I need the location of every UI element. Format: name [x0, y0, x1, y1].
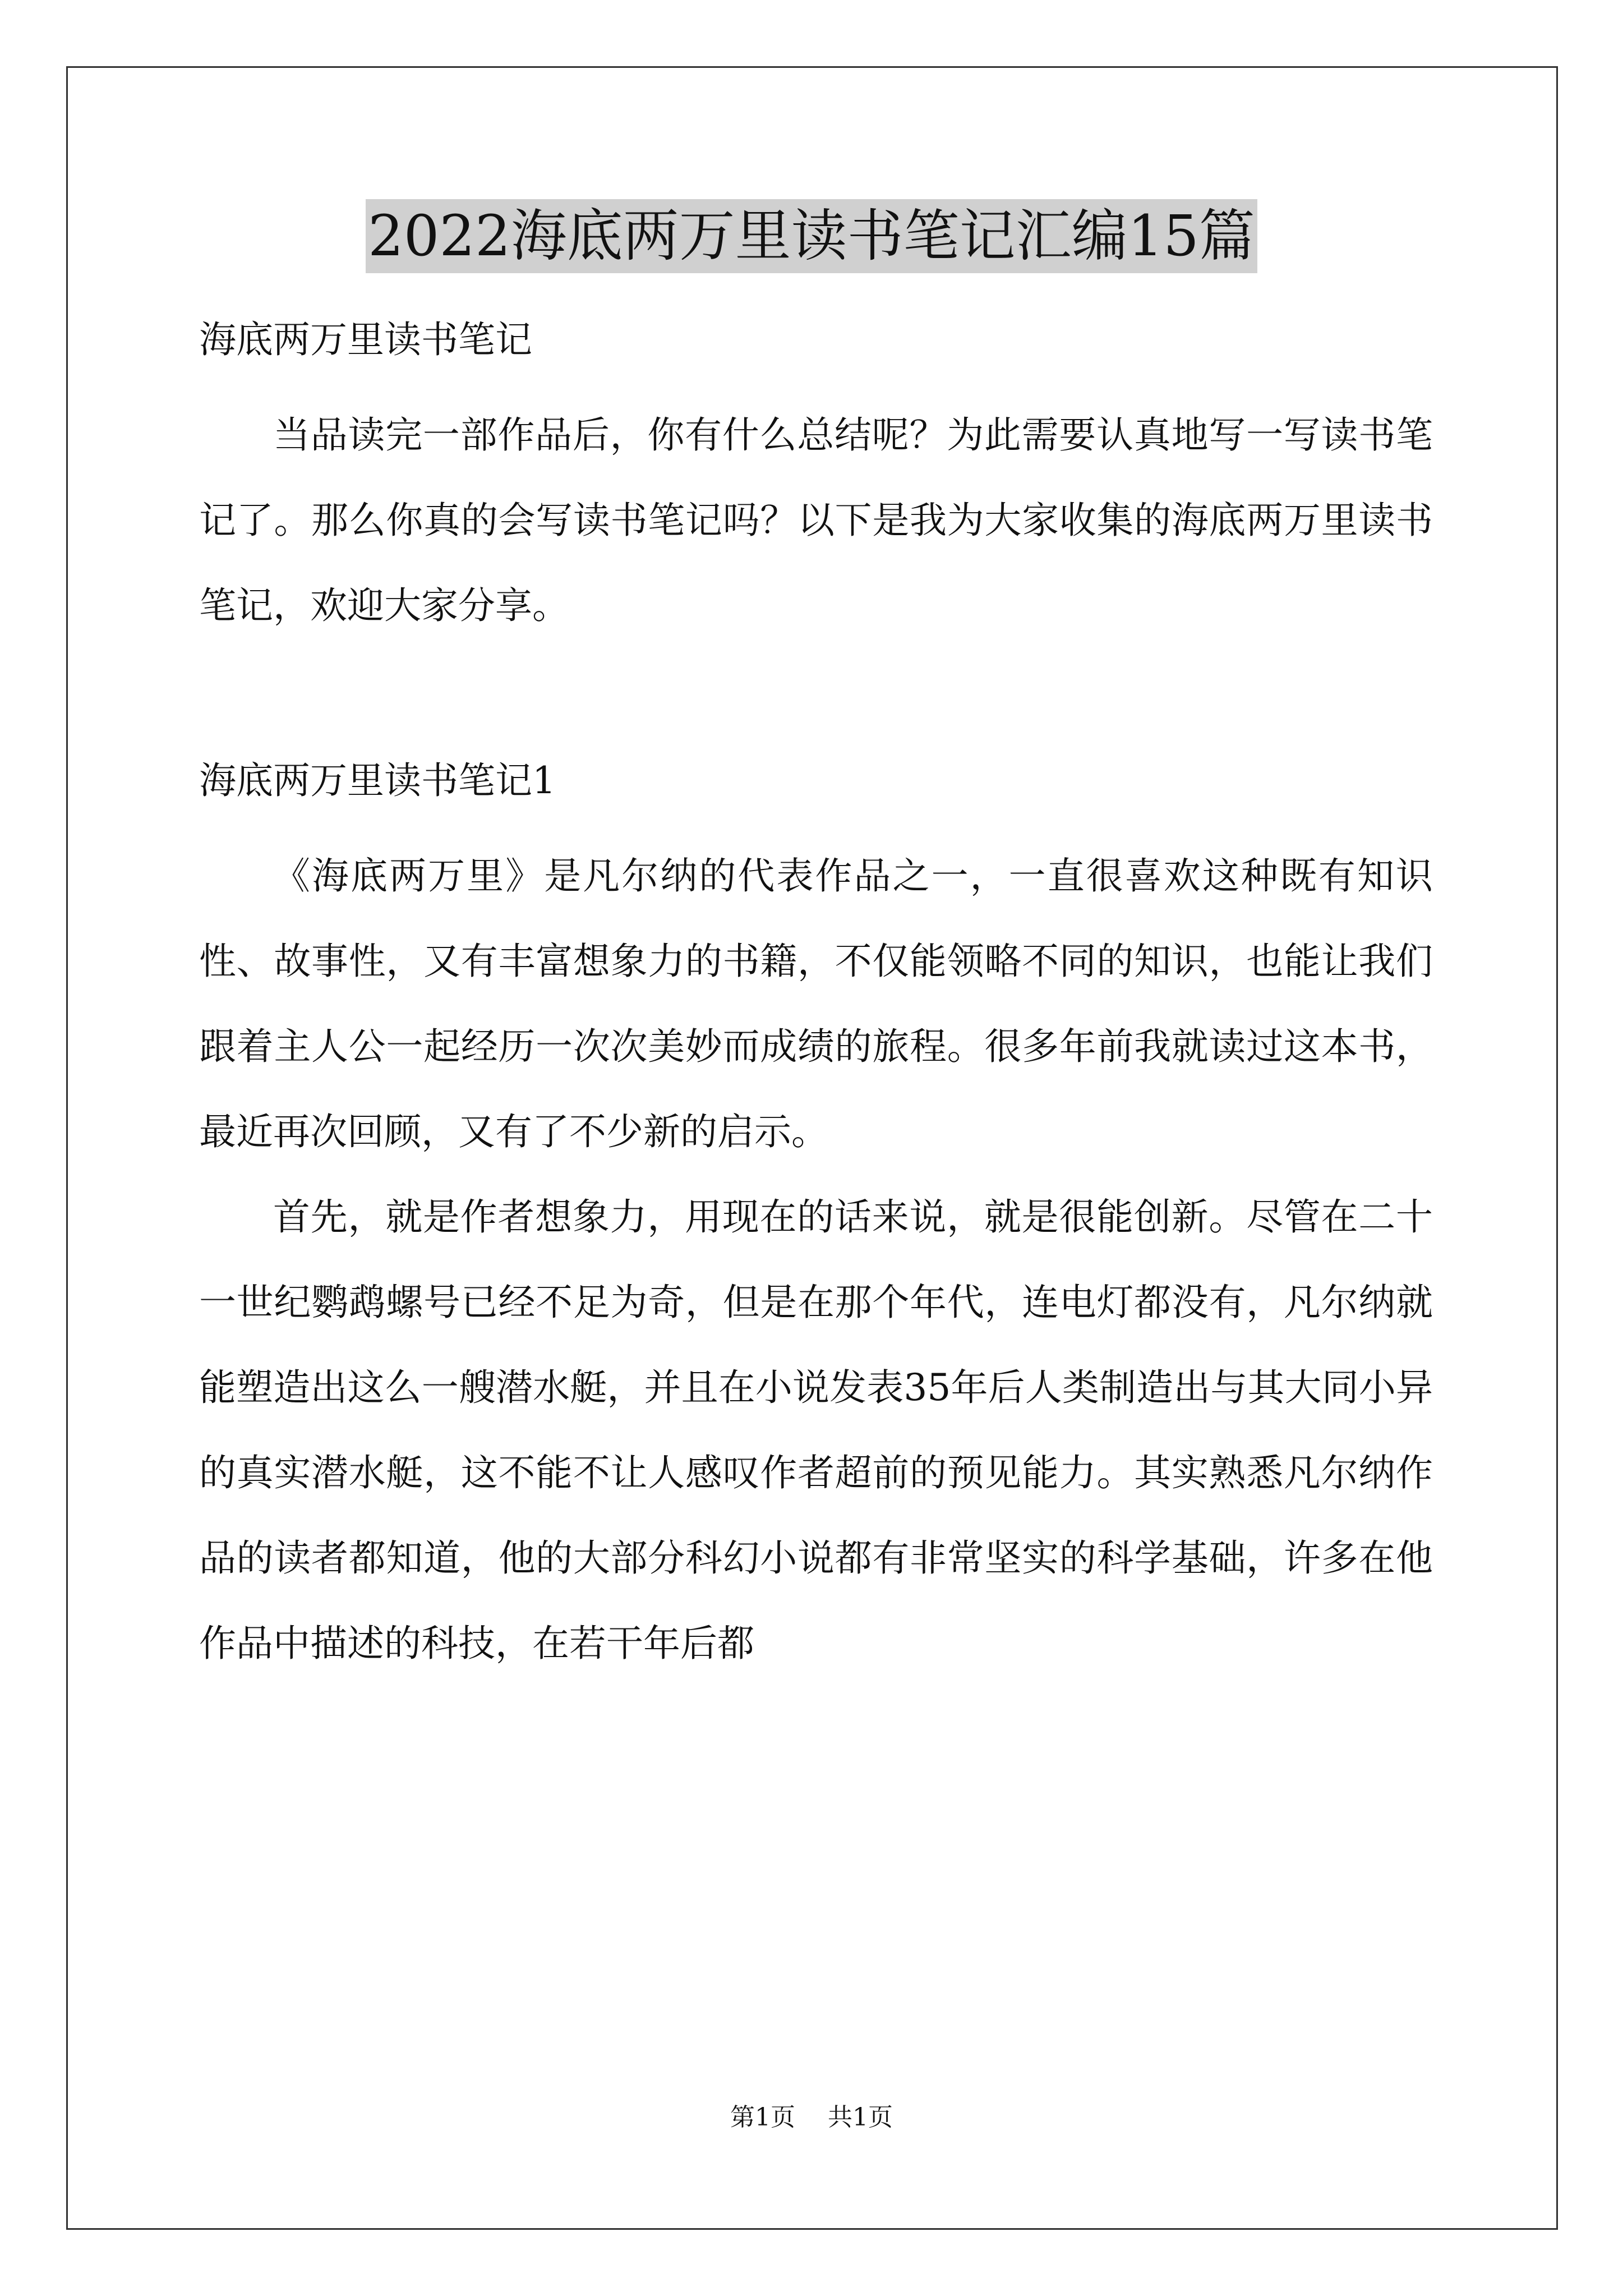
spacer: [199, 648, 1433, 744]
page-footer: [0, 2101, 1623, 2134]
page-number: 第1页: [730, 2103, 795, 2132]
spacer: [199, 818, 1433, 834]
document-title: 2022海底两万里读书笔记汇编15篇: [366, 199, 1257, 273]
section-heading: 海底两万里读书笔记1: [199, 759, 556, 802]
body-paragraph: 首先，就是作者想象力，用现在的话来说，就是很能创新。尽管在二十一世纪鹦鹉螺号已经不足为奇，但是在那个年代，连电灯都没有，凡尔纳就能塑造出这么一艘潜水艇，并且在小说发表35年后人类制造出与其大同小异的真实潜水艇，这不能不让人感叹作者超前的预见能力。其实熟悉凡尔纳作品的读者都知道，他的大部分科幻小说都有非常坚实的科学基础，许多在他作品中描述的科技，在若干年后都: [199, 1195, 1433, 1665]
spacer: [199, 377, 1433, 393]
page-total: 共1页: [828, 2103, 893, 2132]
body-paragraph: 《海底两万里》是凡尔纳的代表作品之一，一直很喜欢这种既有知识性、故事性，又有丰富想象力的书籍，不仅能领略不同的知识，也能让我们跟着主人公一起经历一次次美妙而成绩的旅程。很多年前我就读过这本书，最近再次回顾，又有了不少新的启示。: [199, 854, 1433, 1153]
intro-paragraph: 当品读完一部作品后，你有什么总结呢？为此需要认真地写一写读书笔记了。那么你真的会写读书笔记吗？以下是我为大家收集的海底两万里读书笔记，欢迎大家分享。: [199, 413, 1433, 627]
section-heading: 海底两万里读书笔记: [199, 318, 532, 361]
title-container: [0, 199, 1623, 273]
document-body: [199, 303, 1433, 1686]
